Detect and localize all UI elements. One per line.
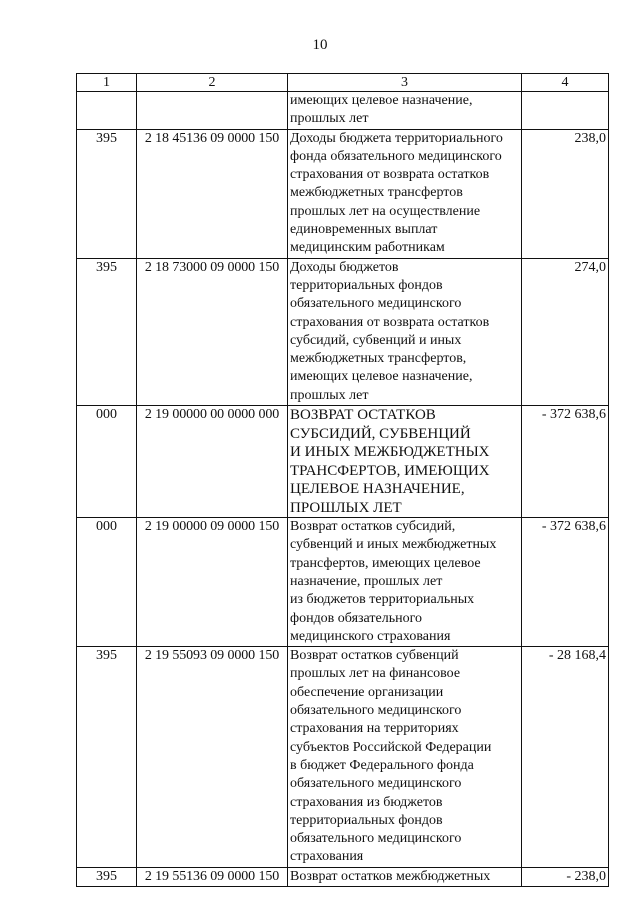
table-row bbox=[77, 258, 609, 405]
table-row bbox=[77, 518, 609, 647]
budget-code-cell: 2 18 45136 09 0000 150 bbox=[137, 129, 288, 258]
budget-code-cell: 2 19 00000 09 0000 150 bbox=[137, 518, 288, 647]
admin-code-cell bbox=[77, 92, 137, 130]
budget-table bbox=[76, 73, 609, 887]
admin-code-cell: 395 bbox=[77, 258, 137, 405]
admin-code-cell: 395 bbox=[77, 867, 137, 886]
table-row bbox=[77, 406, 609, 518]
amount-cell: 238,0 bbox=[522, 129, 609, 258]
column-header-1: 1 bbox=[77, 74, 137, 92]
column-header-3: 3 bbox=[288, 74, 522, 92]
admin-code-cell: 000 bbox=[77, 406, 137, 518]
amount-cell bbox=[522, 92, 609, 130]
budget-code-cell: 2 19 55136 09 0000 150 bbox=[137, 867, 288, 886]
table-row bbox=[77, 129, 609, 258]
admin-code-cell: 395 bbox=[77, 647, 137, 868]
amount-cell: - 238,0 bbox=[522, 867, 609, 886]
amount-cell: - 28 168,4 bbox=[522, 647, 609, 868]
description-cell: Возврат остатков межбюджетных bbox=[288, 867, 522, 886]
description-cell: имеющих целевое назначение, прошлых лет bbox=[288, 92, 522, 130]
admin-code-cell: 000 bbox=[77, 518, 137, 647]
amount-cell: 274,0 bbox=[522, 258, 609, 405]
description-cell: ВОЗВРАТ ОСТАТКОВ СУБСИДИЙ, СУБВЕНЦИЙ И ИНЫХ МЕЖБЮДЖЕТНЫХ ТРАНСФЕРТОВ, ИМЕЮЩИХ ЦЕЛЕВОЕ НАЗНАЧЕНИЕ, ПРОШЛЫХ ЛЕТ bbox=[288, 406, 522, 518]
table-row bbox=[77, 92, 609, 130]
admin-code-cell: 395 bbox=[77, 129, 137, 258]
table-row bbox=[77, 647, 609, 868]
column-header-4: 4 bbox=[522, 74, 609, 92]
budget-code-cell: 2 18 73000 09 0000 150 bbox=[137, 258, 288, 405]
table-header-row bbox=[77, 74, 609, 92]
amount-cell: - 372 638,6 bbox=[522, 518, 609, 647]
budget-code-cell bbox=[137, 92, 288, 130]
description-cell: Возврат остатков субсидий, субвенций и иных межбюджетных трансфертов, имеющих целевое назначение, прошлых лет из бюджетов территориальных фондов обязательного медицинского страхования bbox=[288, 518, 522, 647]
budget-code-cell: 2 19 00000 00 0000 000 bbox=[137, 406, 288, 518]
description-cell: Доходы бюджетов территориальных фондов обязательного медицинского страхования от возврата остатков субсидий, субвенций и иных межбюджетных трансфертов, имеющих целевое назначение, прошлых лет bbox=[288, 258, 522, 405]
amount-cell: - 372 638,6 bbox=[522, 406, 609, 518]
column-header-2: 2 bbox=[137, 74, 288, 92]
description-cell: Возврат остатков субвенций прошлых лет на финансовое обеспечение организации обязательного медицинского страхования на территориях субъектов Российской Федерации в бюджет Федерального фонда обязательного медицинского страхования из бюджетов территориальных фондов обязательного медицинского страхования bbox=[288, 647, 522, 868]
page-number: 10 bbox=[312, 37, 328, 53]
table-row bbox=[77, 867, 609, 886]
description-cell: Доходы бюджета территориального фонда обязательного медицинского страхования от возврата остатков межбюджетных трансфертов прошлых лет на осуществление единовременных выплат медицинским работникам bbox=[288, 129, 522, 258]
budget-code-cell: 2 19 55093 09 0000 150 bbox=[137, 647, 288, 868]
